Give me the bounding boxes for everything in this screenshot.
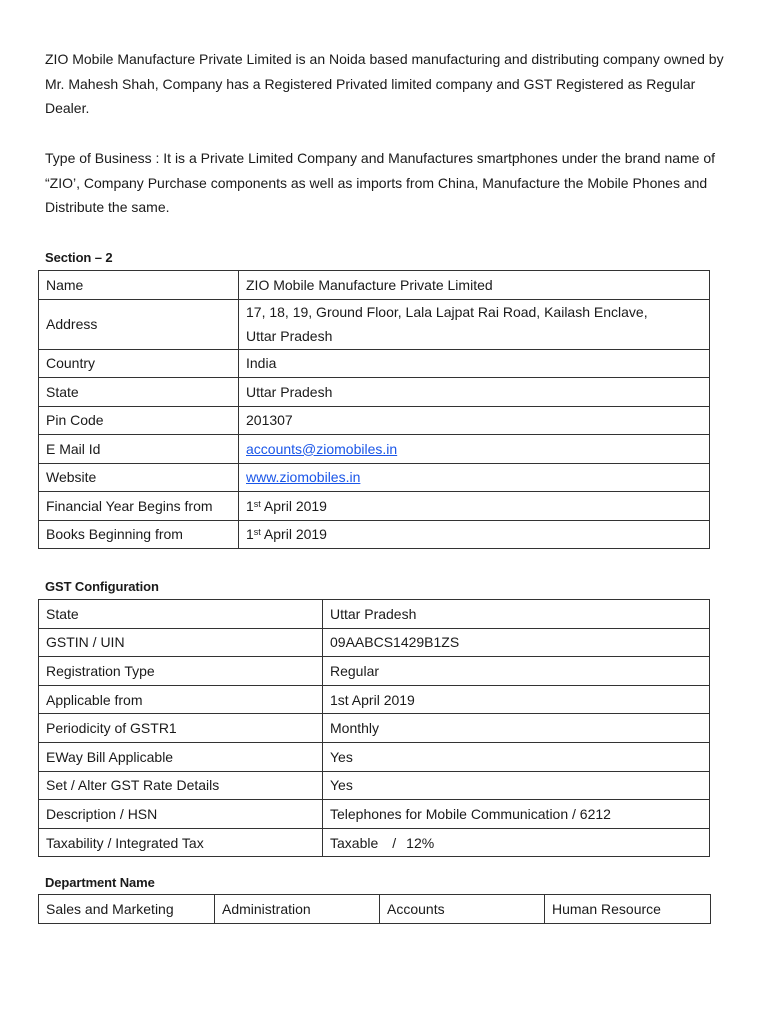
department-cell: Human Resource [545,895,711,924]
table-row [39,828,710,857]
department-cell: Accounts [380,895,545,924]
table-row [39,271,710,300]
table-row [39,657,710,686]
gst-label: Set / Alter GST Rate Details [39,771,323,800]
table-row [39,463,710,492]
email-label: E Mail Id [39,435,239,464]
table-row [39,895,711,924]
taxability-value [323,828,710,857]
address-value [239,299,710,349]
taxability-separator: / [392,834,397,851]
books-rest: April 2019 [260,526,327,543]
address-line-2: Uttar Pradesh [246,328,333,344]
department-name-heading: Department Name [45,875,155,890]
gst-label: GSTIN / UIN [39,628,323,657]
books-day: 1 [246,526,254,543]
table-row [39,800,710,829]
gst-configuration-table [38,599,710,857]
country-value: India [239,349,710,378]
financial-year-label: Financial Year Begins from [39,492,239,521]
company-details-table [38,270,710,549]
state-label: State [39,378,239,407]
gst-label: State [39,600,323,629]
fy-day: 1 [246,497,254,514]
gst-value: Uttar Pradesh [323,600,710,629]
website-cell [239,463,710,492]
section-2-heading: Section – 2 [45,250,113,265]
gst-value: 09AABCS1429B1ZS [323,628,710,657]
table-row [39,714,710,743]
gst-label: Periodicity of GSTR1 [39,714,323,743]
intro-paragraph: ZIO Mobile Manufacture Private Limited is an Noida based manufacturing and distributing company owned by Mr. Mahesh Shah, Company has a Registered Privated limited company and GST Registered as Regular Dealer. [45,51,724,116]
fy-rest: April 2019 [260,497,327,514]
state-value: Uttar Pradesh [239,378,710,407]
books-beginning-value [239,520,710,549]
taxability-status: Taxable [330,834,379,851]
gst-value: Yes [323,771,710,800]
gst-value: Telephones for Mobile Communication / 6212 [323,800,710,829]
gst-label: Description / HSN [39,800,323,829]
gst-value: Yes [323,742,710,771]
address-label: Address [39,299,239,349]
departments-table [38,894,711,924]
gst-label: EWay Bill Applicable [39,742,323,771]
address-line-1: 17, 18, 19, Ground Floor, Lala Lajpat Rai Road, Kailash Enclave, [246,304,648,320]
gst-label: Applicable from [39,685,323,714]
pin-code-label: Pin Code [39,406,239,435]
taxability-label: Taxability / Integrated Tax [39,828,323,857]
table-row [39,435,710,464]
table-row [39,685,710,714]
books-beginning-label: Books Beginning from [39,520,239,549]
department-cell: Administration [215,895,380,924]
business-type-paragraph: Type of Business : It is a Private Limited Company and Manufactures smartphones under the brand name of “ZIO’, Company Purchase components as well as imports from China, Manufacture the Mobile Phones and Distribute the same. [45,150,716,215]
gst-label: Registration Type [39,657,323,686]
email-link[interactable]: accounts@ziomobiles.in [246,440,398,457]
name-value: ZIO Mobile Manufacture Private Limited [239,271,710,300]
integrated-tax-rate: 12% [406,834,435,851]
gst-value: Monthly [323,714,710,743]
table-row [39,299,710,349]
table-row [39,771,710,800]
table-row [39,628,710,657]
pin-code-value: 201307 [239,406,710,435]
country-label: Country [39,349,239,378]
fy-ordinal: st [253,498,261,509]
website-label: Website [39,463,239,492]
email-cell [239,435,710,464]
gst-value: 1st April 2019 [323,685,710,714]
table-row [39,349,710,378]
books-ordinal: st [253,527,261,538]
name-label: Name [39,271,239,300]
table-row [39,406,710,435]
department-cell: Sales and Marketing [39,895,215,924]
table-row [39,492,710,521]
gst-value: Regular [323,657,710,686]
gst-configuration-heading: GST Configuration [45,579,159,594]
table-row [39,520,710,549]
financial-year-value [239,492,710,521]
table-row [39,742,710,771]
table-row [39,600,710,629]
website-link[interactable]: www.ziomobiles.in [246,469,361,486]
table-row [39,378,710,407]
